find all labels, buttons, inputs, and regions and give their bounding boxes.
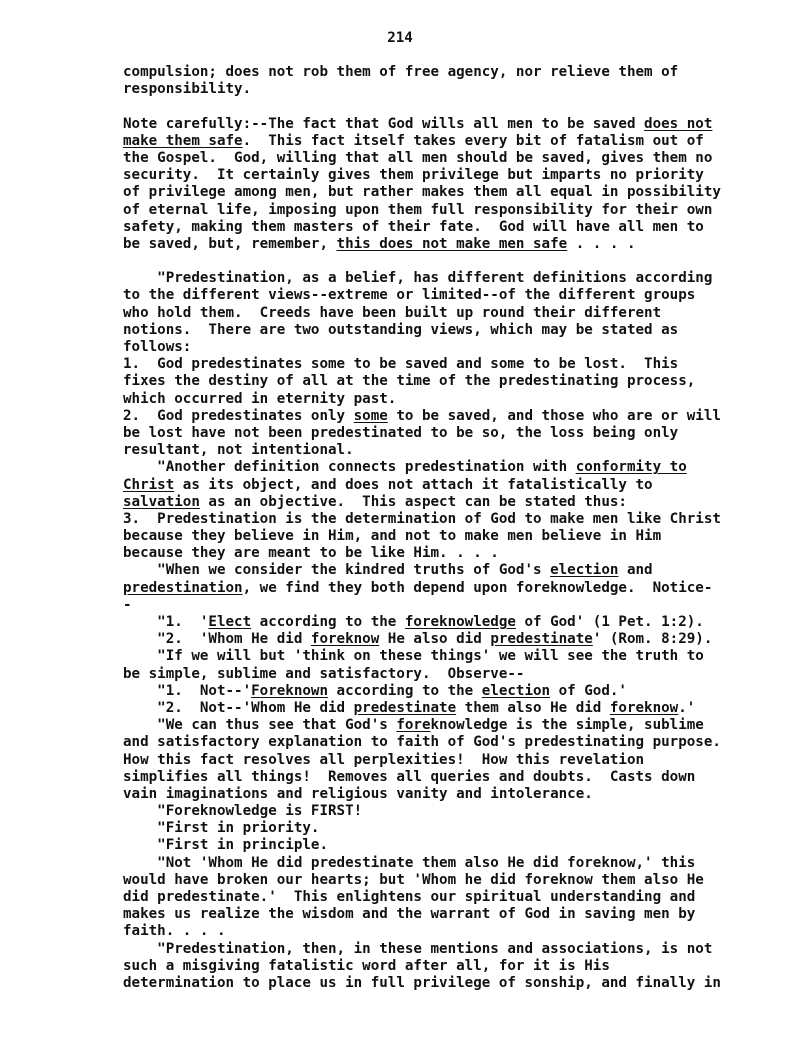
underlined-phrase: Christ	[123, 476, 175, 493]
paragraph-gap	[123, 253, 738, 270]
text-segment: makes us realize the wisdom and the warrant of God in saving men by	[123, 906, 696, 923]
text-segment: "Another definition connects predestination with	[123, 459, 576, 476]
text-segment: -	[123, 596, 132, 613]
text-segment: security. It certainly gives them privilege but imparts no priority	[123, 167, 704, 184]
underlined-phrase: predestinate	[490, 631, 593, 648]
text-line	[123, 305, 738, 322]
text-segment: "1. Not--'	[123, 682, 252, 699]
text-line	[123, 150, 738, 167]
underlined-phrase: salvation	[123, 493, 200, 510]
text-line	[123, 545, 738, 562]
text-segment: "Foreknowledge is FIRST!	[123, 803, 363, 820]
text-line	[123, 786, 738, 803]
text-line	[123, 116, 738, 133]
text-segment: who hold them. Creeds have been built up round their different	[123, 304, 662, 321]
text-line	[123, 442, 738, 459]
text-segment: according to the	[328, 682, 482, 699]
text-line	[123, 477, 738, 494]
text-line	[123, 837, 738, 854]
text-segment: "Not 'Whom He did predestinate them also He did foreknow,' this	[123, 854, 696, 871]
underlined-phrase: this does not make men safe	[336, 235, 568, 252]
text-line	[123, 717, 738, 734]
text-segment: be lost have not been predestinated to be so, the loss being only	[123, 424, 679, 441]
text-line	[123, 133, 738, 150]
text-segment: as an objective. This aspect can be stated thus:	[199, 493, 627, 510]
text-line	[123, 648, 738, 665]
text-segment: safety, making them masters of their fate. God will have all men to	[123, 218, 704, 235]
text-segment: responsibility.	[123, 81, 252, 98]
text-line	[123, 494, 738, 511]
page-number: 214	[387, 30, 413, 46]
text-line	[123, 614, 738, 631]
text-line	[123, 580, 738, 597]
text-segment: "2. 'Whom He did	[123, 631, 311, 648]
text-line	[123, 820, 738, 837]
text-segment: of eternal life, imposing upon them full responsibility for their own	[123, 201, 713, 218]
underlined-phrase: foreknowledge	[404, 614, 516, 630]
text-line	[123, 528, 738, 545]
text-segment: of God' (1 Pet. 1:2).	[515, 614, 704, 630]
text-segment: knowledge is the simple, sublime	[430, 717, 704, 734]
underlined-phrase: some	[353, 407, 388, 424]
underlined-phrase: election	[481, 682, 551, 699]
underlined-phrase: conformity to	[575, 459, 687, 476]
text-segment: ' (Rom. 8:29).	[592, 631, 713, 648]
text-line	[123, 666, 738, 683]
text-line	[123, 287, 738, 304]
text-segment: did predestinate.' This enlightens our spiritual understanding and	[123, 889, 696, 905]
text-line	[123, 236, 738, 253]
underlined-phrase: does not	[644, 115, 713, 132]
text-line	[123, 81, 738, 98]
text-segment: according to the	[251, 614, 405, 630]
text-line	[123, 683, 738, 700]
text-segment: be simple, sublime and satisfactory. Observe--	[123, 665, 525, 682]
text-segment: "First in priority.	[123, 820, 320, 837]
text-segment: faith. . . .	[123, 923, 226, 940]
text-segment: vain imaginations and religious vanity and intolerance.	[123, 785, 593, 802]
text-segment: simplifies all things! Removes all queries and doubts. Casts down	[123, 768, 696, 785]
text-segment: notions. There are two outstanding views, which may be stated as	[123, 321, 679, 338]
text-segment: determination to place us in full privilege of sonship, and finally in	[123, 974, 721, 991]
text-line	[123, 700, 738, 717]
text-line	[123, 459, 738, 476]
text-segment: 3. Predestination is the determination of God to make men like Christ	[123, 510, 721, 527]
underlined-phrase: Elect	[208, 614, 252, 630]
text-segment: fixes the destiny of all at the time of the predestinating process,	[123, 373, 696, 390]
text-segment: be saved, but, remember,	[123, 235, 337, 252]
text-segment: , we find they both depend upon foreknowledge. Notice-	[242, 579, 713, 596]
text-segment: He also did	[379, 631, 491, 648]
text-segment: "First in principle.	[123, 837, 328, 854]
text-segment: . This fact itself takes every bit of fatalism out of	[242, 132, 704, 149]
text-line	[123, 734, 738, 751]
text-segment: and	[618, 562, 653, 579]
underlined-phrase: fore	[396, 717, 431, 734]
text-line	[123, 752, 738, 769]
text-segment: "2. Not--'Whom He did	[123, 699, 354, 716]
text-line	[123, 167, 738, 184]
text-line	[123, 872, 738, 889]
text-line	[123, 769, 738, 786]
text-segment: as its object, and does not attach it fatalistically to	[174, 476, 653, 493]
text-segment: follows:	[123, 339, 192, 355]
text-segment: "1. '	[123, 614, 209, 630]
text-line	[123, 889, 738, 906]
underlined-phrase: make them safe	[123, 132, 243, 149]
text-segment: "Predestination, then, in these mentions and associations, is not	[123, 940, 713, 957]
underlined-phrase: predestination	[123, 579, 243, 596]
text-segment: Note carefully:--The fact that God wills all men to be saved	[123, 115, 645, 132]
text-line	[123, 941, 738, 958]
text-line	[123, 391, 738, 408]
text-line	[123, 339, 738, 356]
paragraph-gap	[123, 98, 738, 115]
text-segment: them also He did	[456, 699, 610, 716]
text-line	[123, 855, 738, 872]
text-line	[123, 906, 738, 923]
text-segment: because they believe in Him, and not to make men believe in Him	[123, 528, 662, 545]
text-line	[123, 219, 738, 236]
text-segment: and satisfactory explanation to faith of God's predestinating purpose.	[123, 734, 721, 751]
text-line	[123, 923, 738, 940]
text-segment: "When we consider the kindred truths of God's	[123, 562, 551, 579]
text-segment: 2. God predestinates only	[123, 407, 354, 424]
text-segment: to the different views--extreme or limited--of the different groups	[123, 287, 696, 304]
text-line	[123, 511, 738, 528]
text-line	[123, 597, 738, 614]
text-segment: resultant, not intentional.	[123, 442, 354, 459]
text-segment: such a misgiving fatalistic word after all, for it is His	[123, 957, 610, 974]
text-line	[123, 803, 738, 820]
text-segment: "Predestination, as a belief, has different definitions according	[123, 270, 713, 287]
text-segment: which occurred in eternity past.	[123, 390, 397, 407]
text-segment: .'	[678, 699, 696, 716]
underlined-phrase: foreknow	[310, 631, 380, 648]
text-segment: compulsion; does not rob them of free agency, nor relieve them of	[123, 64, 679, 80]
text-line	[123, 408, 738, 425]
text-segment: of God.'	[550, 682, 627, 699]
body-text	[123, 64, 738, 992]
text-line	[123, 322, 738, 339]
text-segment: of privilege among men, but rather makes them all equal in possibility	[123, 184, 721, 201]
text-segment: the Gospel. God, willing that all men should be saved, gives them no	[123, 149, 713, 166]
text-segment: 1. God predestinates some to be saved and some to be lost. This	[123, 356, 679, 373]
text-segment: "If we will but 'think on these things' we will see the truth to	[123, 648, 704, 665]
text-segment: "We can thus see that God's	[123, 717, 397, 734]
text-line	[123, 356, 738, 373]
text-line	[123, 958, 738, 975]
text-line	[123, 373, 738, 390]
text-line	[123, 562, 738, 579]
text-segment: How this fact resolves all perplexities! How this revelation	[123, 751, 645, 768]
text-line	[123, 64, 738, 81]
text-line	[123, 425, 738, 442]
text-segment: because they are meant to be like Him. . . .	[123, 545, 499, 562]
underlined-phrase: predestinate	[353, 699, 457, 716]
underlined-phrase: Foreknown	[251, 682, 328, 699]
text-line	[123, 202, 738, 219]
text-line	[123, 975, 738, 992]
text-line	[123, 270, 738, 287]
text-segment: to be saved, and those who are or will	[387, 407, 721, 424]
text-line	[123, 631, 738, 648]
underlined-phrase: election	[550, 562, 619, 579]
text-segment: . . . .	[567, 235, 636, 252]
underlined-phrase: foreknow	[609, 699, 679, 716]
text-segment: would have broken our hearts; but 'Whom he did foreknow them also He	[123, 871, 704, 888]
text-line	[123, 184, 738, 201]
